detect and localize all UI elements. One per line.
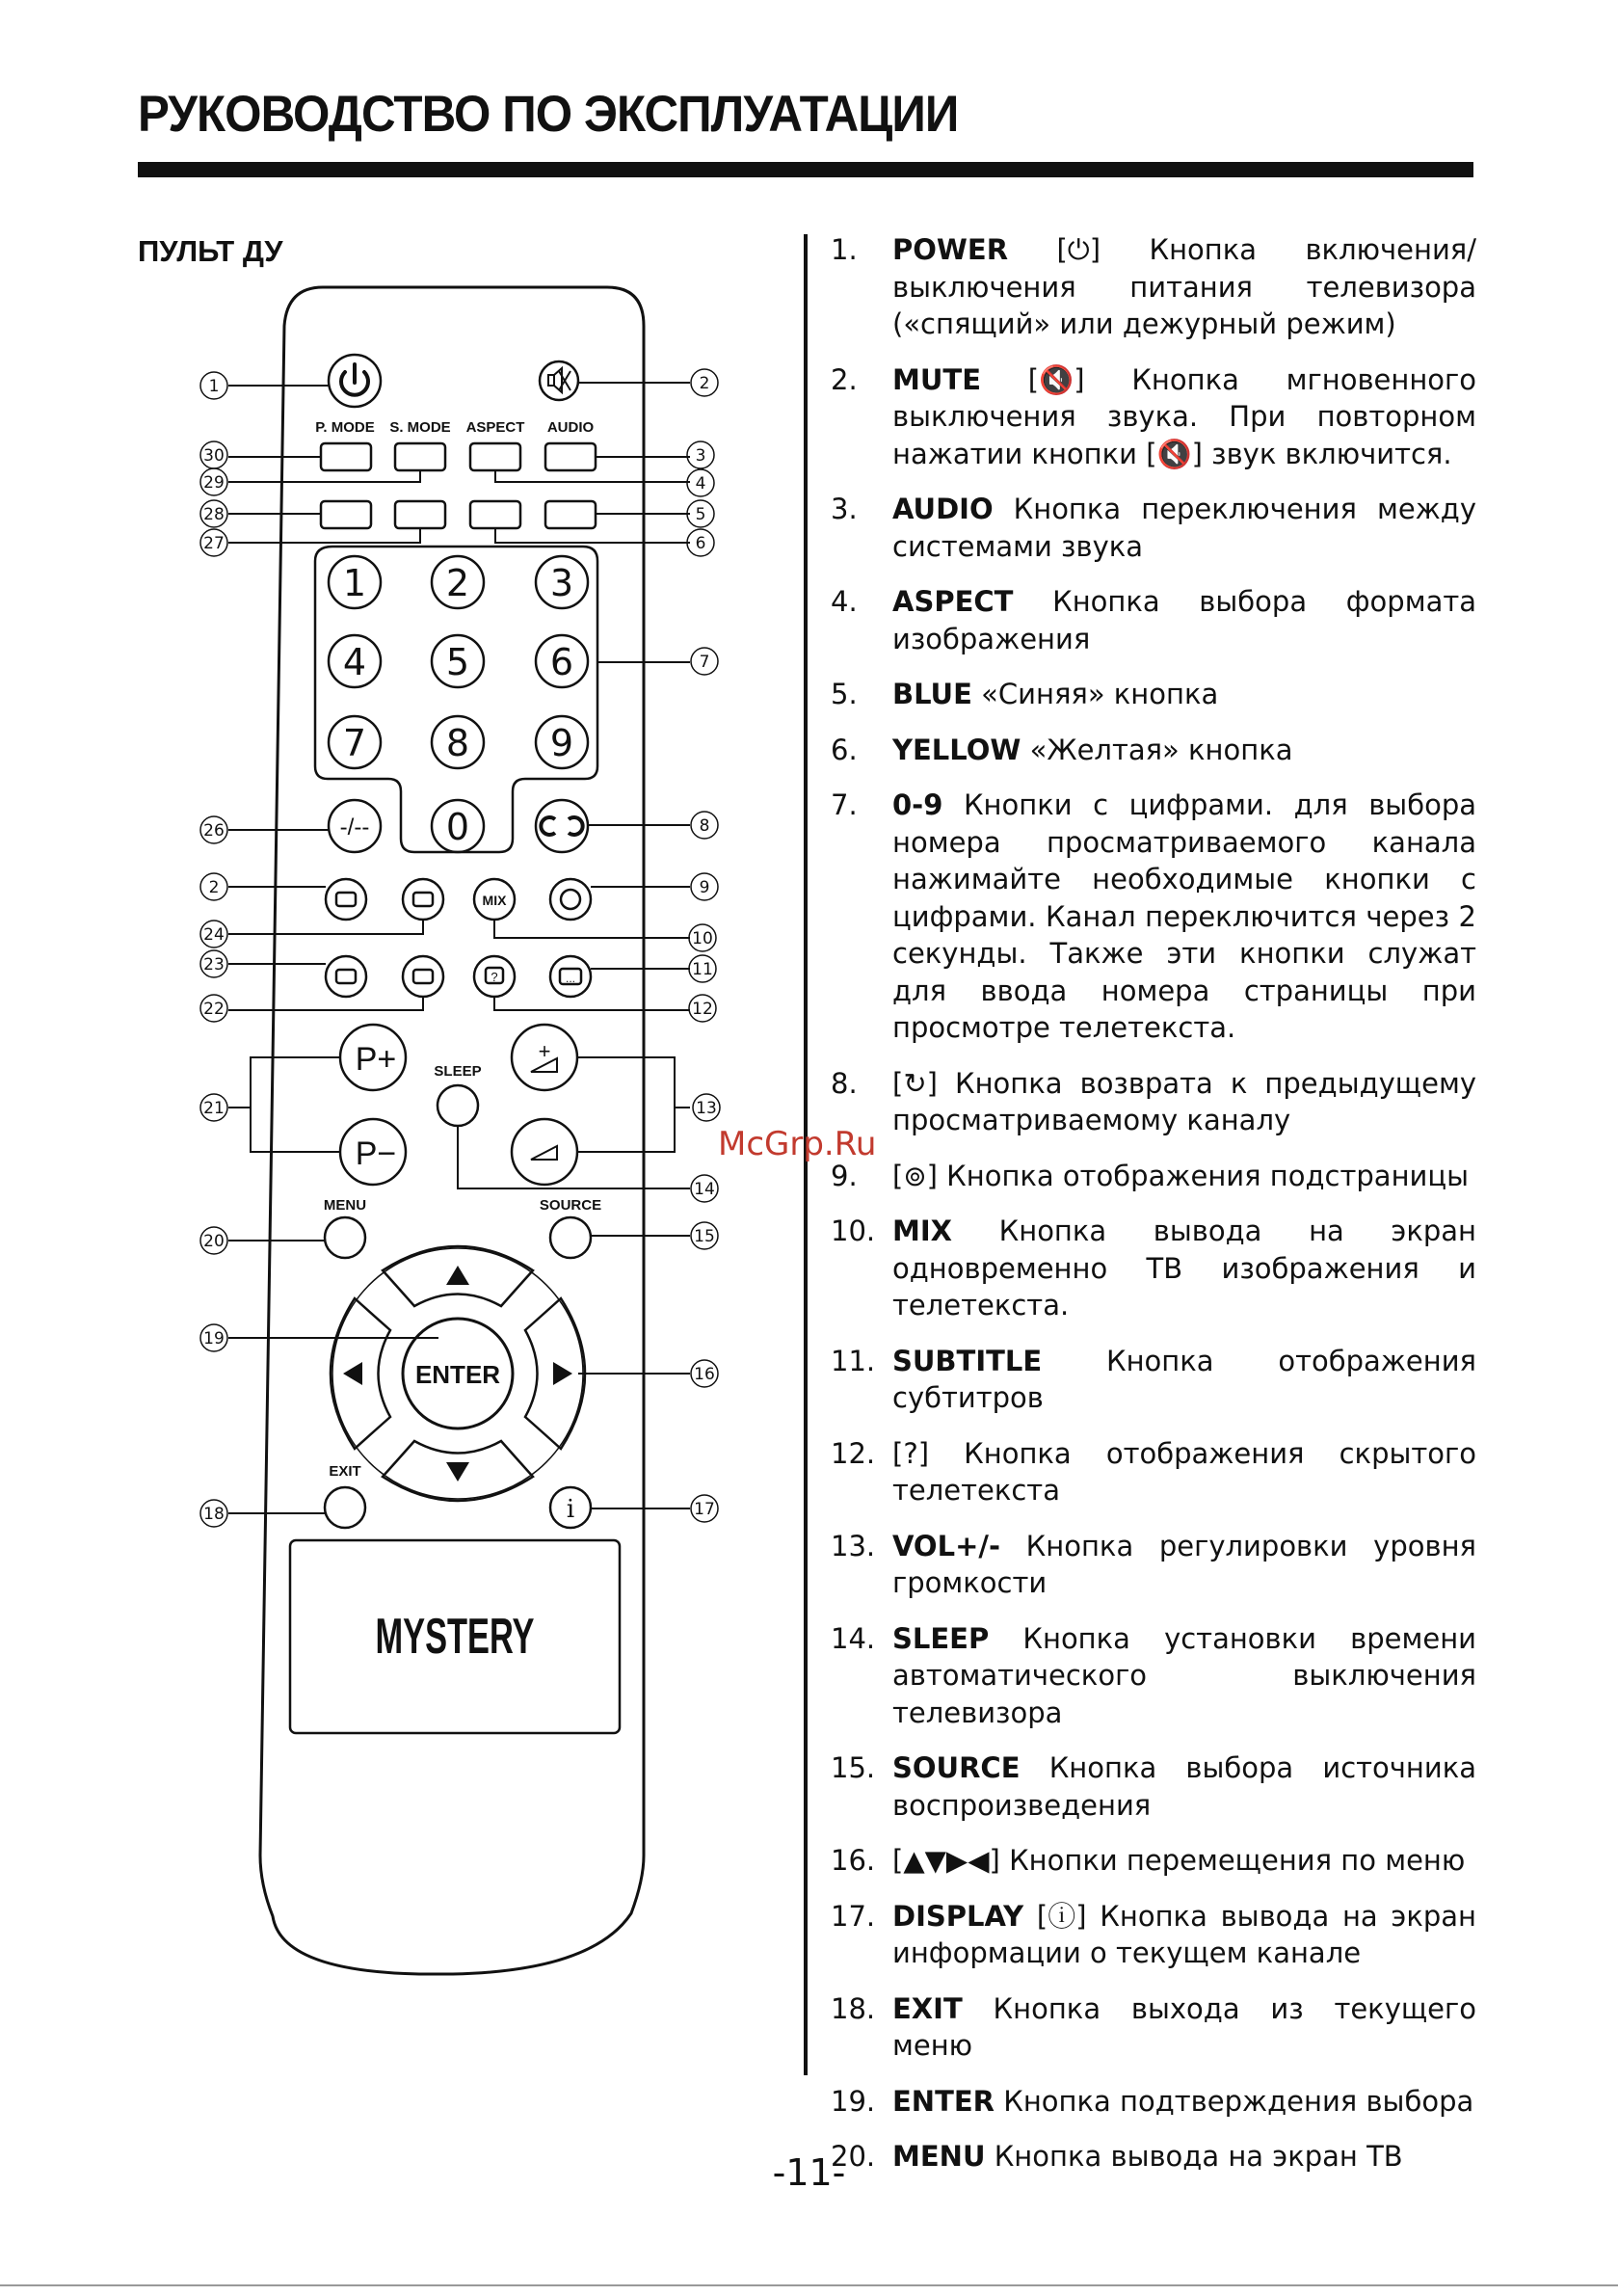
svg-text:14: 14 <box>694 1180 715 1199</box>
digit-4: 4 <box>342 641 367 683</box>
list-item: 6. YELLOW «Желтая» кнопка <box>831 733 1293 766</box>
list-item: 16. [▲▼▶◀] Кнопки перемещения по меню <box>831 1844 1466 1877</box>
digit-0: 0 <box>445 806 470 848</box>
svg-text:2: 2 <box>699 374 710 393</box>
exit-label: EXIT <box>329 1463 361 1480</box>
svg-text:10: 10 <box>692 929 713 948</box>
list-item: 18. EXIT Кнопка выхода из текущего меню <box>831 1991 1476 2062</box>
svg-text:27: 27 <box>203 534 225 553</box>
hold-button <box>403 879 443 920</box>
audio-button <box>545 443 596 470</box>
sleep-button <box>438 1085 478 1126</box>
list-item: 11. SUBTITLE Кнопка отображения субтитров <box>831 1344 1477 1414</box>
digit-7: 7 <box>342 722 367 764</box>
svg-text:4: 4 <box>695 474 706 494</box>
program-up-label: P+ <box>355 1041 397 1078</box>
svg-text:24: 24 <box>203 925 225 945</box>
audio-label: AUDIO <box>546 419 595 436</box>
svg-text:18: 18 <box>203 1505 225 1524</box>
svg-text:3: 3 <box>695 446 706 466</box>
list-item: 2. MUTE [🔇] Кнопка мгновенного выключения звука. При повторном нажатии кнопки [🔇] звук включится. <box>831 362 1477 470</box>
program-down-label: P− <box>355 1135 397 1172</box>
svg-text:19: 19 <box>203 1329 225 1348</box>
blue-button <box>545 501 596 528</box>
svg-text:2: 2 <box>208 878 220 897</box>
mix-label: MIX <box>482 893 507 908</box>
menu-label: MENU <box>323 1197 367 1214</box>
teletext-button <box>326 879 366 920</box>
svg-text:8: 8 <box>699 816 710 836</box>
list-item: 10. MIX Кнопка вывода на экран одновременно ТВ изображения и телетекста. <box>831 1215 1476 1322</box>
source-label: SOURCE <box>539 1197 602 1214</box>
s-mode-button <box>395 443 445 470</box>
svg-text:5: 5 <box>695 505 706 524</box>
page-title: РУКОВОДСТВО ПО ЭКСПЛУАТАЦИИ <box>138 86 959 143</box>
digit-9: 9 <box>549 722 574 764</box>
menu-button <box>325 1217 365 1258</box>
p-mode-button <box>321 443 371 470</box>
recall-icon <box>541 817 582 835</box>
leader-lines <box>228 383 690 1513</box>
svg-text:23: 23 <box>203 955 225 974</box>
button-description-list <box>831 231 1476 2194</box>
svg-text:7: 7 <box>699 653 710 672</box>
digit-3: 3 <box>549 562 574 604</box>
mute-icon <box>548 368 570 392</box>
source-button <box>550 1217 591 1258</box>
s-mode-label: S. MODE <box>389 419 451 436</box>
right-arrow-icon <box>553 1362 572 1385</box>
sleep-label: SLEEP <box>434 1063 482 1080</box>
power-icon <box>341 364 368 395</box>
list-item: 17. DISPLAY [ⓘ] Кнопка вывода на экран информации о текущем канале <box>831 1899 1477 1969</box>
bottom-rule <box>0 2284 1618 2286</box>
svg-text:22: 22 <box>203 1000 225 1019</box>
p-mode-label: P. MODE <box>315 419 375 436</box>
svg-text:29: 29 <box>203 473 225 493</box>
subtitle-label: ... <box>565 972 576 985</box>
aspect-label: ASPECT <box>465 419 525 436</box>
svg-text:6: 6 <box>695 534 706 553</box>
numpad-digits <box>329 556 588 852</box>
aspect-button <box>470 443 520 470</box>
reveal-label: ? <box>491 970 498 984</box>
svg-text:21: 21 <box>203 1099 225 1118</box>
svg-text:13: 13 <box>696 1099 717 1118</box>
svg-text:16: 16 <box>694 1365 715 1384</box>
page-number: -11- <box>772 2151 846 2194</box>
svg-text:26: 26 <box>203 821 225 841</box>
size-button <box>403 956 443 997</box>
list-item: 8. [↻] Кнопка возврата к предыдущему просматриваемому каналу <box>831 1066 1476 1136</box>
digit-5: 5 <box>445 641 470 683</box>
list-item: 1. POWER [⏻] Кнопка включения/выключения питания телевизора («спящий» или дежурный режим) <box>831 233 1477 340</box>
svg-text:28: 28 <box>203 505 225 524</box>
svg-text:1: 1 <box>208 377 220 396</box>
remote-body <box>260 287 644 1974</box>
svg-text:12: 12 <box>692 1000 713 1019</box>
svg-text:20: 20 <box>203 1232 225 1251</box>
list-item: 12. [?] Кнопка отображения скрытого телетекста <box>831 1436 1476 1507</box>
green-button <box>395 501 445 528</box>
watermark: McGrp.Ru <box>718 1125 877 1163</box>
svg-text:17: 17 <box>694 1500 715 1519</box>
red-button <box>321 501 371 528</box>
mute-button <box>540 361 578 400</box>
list-item: 5. BLUE «Синяя» кнопка <box>831 678 1219 710</box>
exit-button <box>325 1487 365 1528</box>
subpage-button <box>550 879 591 920</box>
volume-up-label: + <box>538 1039 551 1063</box>
list-item: 20. MENU Кнопка вывода на экран ТВ <box>831 2140 1403 2173</box>
digit-1: 1 <box>342 562 367 604</box>
section-heading: ПУЛЬТ ДУ <box>138 234 283 268</box>
svg-text:30: 30 <box>203 446 225 466</box>
list-item: 3. AUDIO Кнопка переключения между системами звука <box>831 493 1477 563</box>
index-button <box>326 956 366 997</box>
list-item: 19. ENTER Кнопка подтверждения выбора <box>831 2084 1474 2118</box>
svg-text:9: 9 <box>699 878 710 897</box>
list-item: 14. SLEEP Кнопка установки времени автоматического выключения телевизора <box>831 1621 1476 1729</box>
list-item: 15. SOURCE Кнопка выбора источника воспроизведения <box>831 1751 1476 1822</box>
list-item: 7. 0-9 Кнопки с цифрами. для выбора номера просматриваемого канала нажимайте необходимые кнопки с цифрами. Канал переключится через 2 секунды. Также эти кнопки служат для ввода номера страницы при просмотре телетекста. <box>831 788 1477 1044</box>
remote-control-diagram <box>0 0 800 2149</box>
list-item: 13. VOL+/- Кнопка регулировки уровня громкости <box>831 1529 1476 1599</box>
list-item: 9. [⊚] Кнопка отображения подстраницы <box>831 1159 1470 1192</box>
digit-8: 8 <box>445 722 470 764</box>
brand-logo: MYSTERY <box>375 1609 535 1665</box>
svg-text:11: 11 <box>692 960 713 979</box>
enter-label: ENTER <box>414 1360 501 1389</box>
dash-label: -/-- <box>339 814 370 841</box>
down-arrow-icon <box>446 1462 469 1482</box>
subpage-icon <box>561 890 580 909</box>
digit-6: 6 <box>549 641 574 683</box>
left-arrow-icon <box>343 1362 362 1385</box>
volume-down-icon <box>531 1146 557 1160</box>
yellow-button <box>470 501 520 528</box>
info-label: i <box>566 1495 575 1524</box>
up-arrow-icon <box>446 1266 469 1285</box>
list-item: 4. ASPECT Кнопка выбора формата изображения <box>831 585 1477 655</box>
digit-2: 2 <box>445 562 470 604</box>
recall-button <box>536 800 588 852</box>
svg-text:15: 15 <box>694 1227 715 1246</box>
